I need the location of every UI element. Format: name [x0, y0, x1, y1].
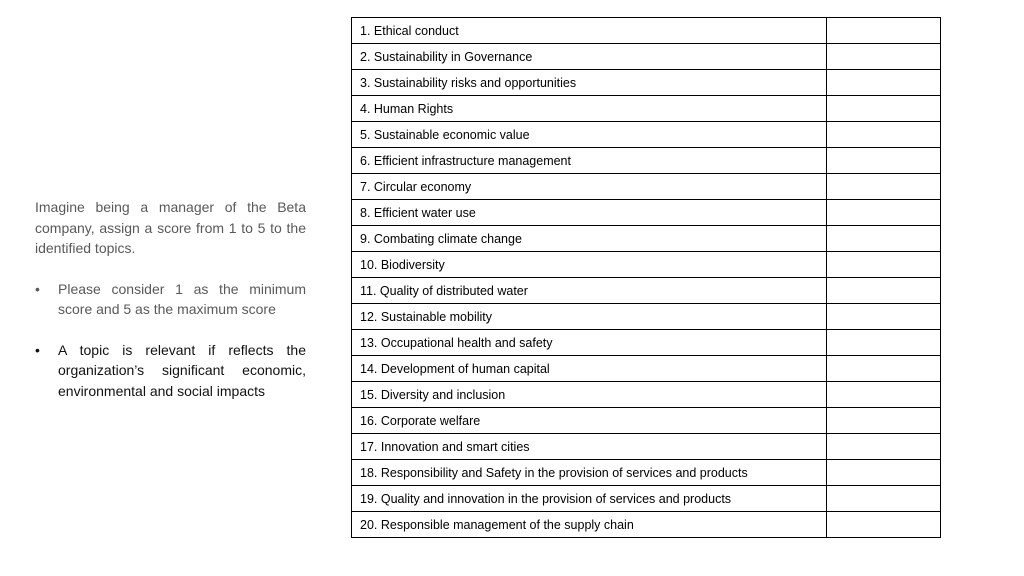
table-row [352, 148, 941, 174]
topic-label-cell: 11. Quality of distributed water [352, 278, 827, 304]
topic-label-cell: 20. Responsible management of the supply chain [352, 512, 827, 538]
score-input-cell[interactable] [827, 434, 941, 460]
score-input-cell[interactable] [827, 148, 941, 174]
topic-label-cell: 17. Innovation and smart cities [352, 434, 827, 460]
bullet-score-range [35, 279, 306, 320]
table-row [352, 330, 941, 356]
topic-label-cell: 1. Ethical conduct [352, 18, 827, 44]
table-row [352, 226, 941, 252]
score-input-cell[interactable] [827, 200, 941, 226]
topic-label-cell: 4. Human Rights [352, 96, 827, 122]
instructions-block [35, 197, 306, 401]
instructions-intro: Imagine being a manager of the Beta company, assign a score from 1 to 5 to the identified topics. [35, 199, 306, 256]
topic-label-cell: 14. Development of human capital [352, 356, 827, 382]
table-row [352, 304, 941, 330]
bullet-relevance-definition [35, 340, 306, 402]
bullet-marker: • [35, 341, 40, 358]
score-input-cell[interactable] [827, 122, 941, 148]
topic-label-cell: 19. Quality and innovation in the provision of services and products [352, 486, 827, 512]
topics-score-table [351, 17, 941, 538]
table-row [352, 96, 941, 122]
table-row [352, 408, 941, 434]
table-row [352, 356, 941, 382]
score-input-cell[interactable] [827, 512, 941, 538]
score-input-cell[interactable] [827, 304, 941, 330]
topic-label-cell: 10. Biodiversity [352, 252, 827, 278]
table-row [352, 44, 941, 70]
table-row [352, 278, 941, 304]
table-row [352, 122, 941, 148]
score-input-cell[interactable] [827, 174, 941, 200]
table-row [352, 174, 941, 200]
topic-label-cell: 7. Circular economy [352, 174, 827, 200]
score-input-cell[interactable] [827, 486, 941, 512]
score-input-cell[interactable] [827, 18, 941, 44]
score-input-cell[interactable] [827, 460, 941, 486]
score-input-cell[interactable] [827, 356, 941, 382]
table-row [352, 252, 941, 278]
topic-label-cell: 2. Sustainability in Governance [352, 44, 827, 70]
score-input-cell[interactable] [827, 382, 941, 408]
topic-label-cell: 6. Efficient infrastructure management [352, 148, 827, 174]
score-input-cell[interactable] [827, 70, 941, 96]
score-input-cell[interactable] [827, 44, 941, 70]
bullet-marker: • [35, 280, 40, 297]
topic-label-cell: 12. Sustainable mobility [352, 304, 827, 330]
table-row [352, 18, 941, 44]
instructions-bullet-list [35, 279, 306, 402]
score-input-cell[interactable] [827, 408, 941, 434]
topic-label-cell: 15. Diversity and inclusion [352, 382, 827, 408]
topic-label-cell: 3. Sustainability risks and opportunities [352, 70, 827, 96]
table-row [352, 434, 941, 460]
score-input-cell[interactable] [827, 330, 941, 356]
score-input-cell[interactable] [827, 96, 941, 122]
score-input-cell[interactable] [827, 252, 941, 278]
bullet-text: Please consider 1 as the minimum score and 5 as the maximum score [58, 280, 306, 317]
table-row [352, 486, 941, 512]
bullet-text: A topic is relevant if reflects the organization’s significant economic, environmental and social impacts [58, 341, 306, 399]
score-input-cell[interactable] [827, 278, 941, 304]
topic-label-cell: 16. Corporate welfare [352, 408, 827, 434]
score-input-cell[interactable] [827, 226, 941, 252]
topic-label-cell: 8. Efficient water use [352, 200, 827, 226]
topic-label-cell: 18. Responsibility and Safety in the provision of services and products [352, 460, 827, 486]
table-row [352, 70, 941, 96]
topic-label-cell: 13. Occupational health and safety [352, 330, 827, 356]
topic-label-cell: 9. Combating climate change [352, 226, 827, 252]
table-row [352, 382, 941, 408]
topics-table-body [352, 18, 941, 538]
topic-label-cell: 5. Sustainable economic value [352, 122, 827, 148]
table-row [352, 200, 941, 226]
table-row [352, 460, 941, 486]
table-row [352, 512, 941, 538]
